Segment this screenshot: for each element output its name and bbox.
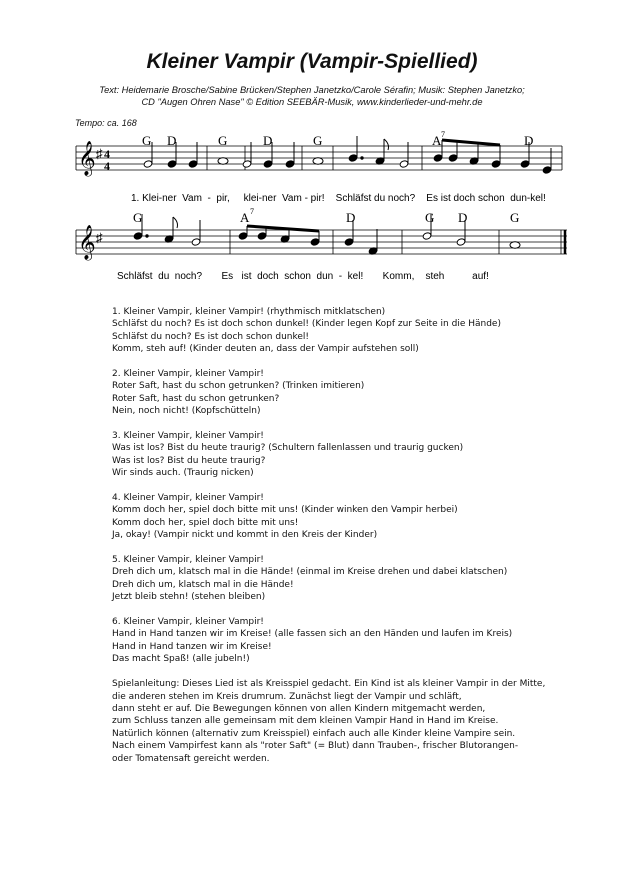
chord-symbol: D — [346, 210, 356, 225]
verse-line: Was ist los? Bist du heute traurig? — [112, 455, 266, 466]
verse-3 — [112, 430, 582, 480]
treble-clef-icon: 𝄞 — [78, 142, 96, 175]
verse-line: Schläfst du noch? Es ist doch schon dunkel! — [112, 331, 310, 342]
time-signature-bottom: 4 — [104, 159, 110, 173]
verse-line: Dreh dich um, klatsch mal in die Hände! — [112, 579, 294, 590]
tempo-marking: Tempo: ca. 168 — [75, 118, 137, 128]
chord-row-1 — [142, 130, 533, 148]
chord-symbol: D — [263, 133, 273, 148]
song-title: Kleiner Vampir (Vampir-Spiellied) — [146, 50, 478, 73]
credit-line-1: Text: Heidemarie Brosche/Sabine Brücken/Stephen Janetzko/Carole Sérafin; Musik: Stephen Janetzko; — [99, 85, 525, 95]
instruction-line: oder Tomatensaft gereicht werden. — [112, 753, 270, 764]
verse-line: Hand in Hand tanzen wir im Kreise! — [112, 641, 272, 652]
instruction-line: die anderen stehen im Kreis drumrum. Zunächst liegt der Vampir und schläft, — [112, 691, 462, 702]
credit-line-2: CD "Augen Ohren Nase" © Edition SEEBÄR-Musik, www.kinderlieder-und-mehr.de — [141, 97, 483, 107]
verse-line: Komm doch her, spiel doch bitte mit uns! (Kinder winken den Vampir herbei) — [112, 505, 458, 516]
instruction-line: Natürlich können (alternativ zum Kreisspiel) einfach auch alle Kinder kleine Vampire sein. — [112, 728, 516, 739]
verse-line: Das macht Spaß! (alle jubeln!) — [112, 654, 250, 665]
instruction-line: dann steht er auf. Die Bewegungen können von allen Kindern mitgemacht werden, — [112, 703, 486, 714]
verse-line: 4. Kleiner Vampir, kleiner Vampir! — [112, 493, 264, 504]
verse-4 — [112, 492, 582, 542]
chord-symbol: G — [425, 210, 435, 225]
treble-clef-icon: 𝄞 — [78, 226, 96, 259]
notes-staff-1 — [143, 136, 552, 174]
chord-symbol: G — [510, 210, 520, 225]
chord-symbol: A — [240, 210, 250, 225]
verse-line: 2. Kleiner Vampir, kleiner Vampir! — [112, 369, 264, 380]
verse-6 — [112, 616, 582, 666]
verse-line: Wir sinds auch. (Traurig nicken) — [112, 468, 254, 479]
chord-symbol: D — [458, 210, 468, 225]
verse-2 — [112, 368, 582, 418]
chord-symbol: G — [142, 133, 152, 148]
verse-line: Roter Saft, hast du schon getrunken? — [112, 393, 280, 404]
verse-line: Roter Saft, hast du schon getrunken? (Trinken imitieren) — [112, 381, 365, 392]
verse-line: 6. Kleiner Vampir, kleiner Vampir! — [112, 617, 264, 628]
lyrics-line-1: 1. Klei-ner Vam - pir, klei-ner Vam - pir! Schläfst du noch? Es ist doch schon dun-kel! — [131, 193, 546, 204]
verse-line: Hand in Hand tanzen wir im Kreise! (alle fassen sich an den Händen und laufen im Kreis) — [112, 629, 513, 640]
instruction-line: Spielanleitung: Dieses Lied ist als Kreisspiel gedacht. Ein Kind ist als kleiner Vampir in der Mitte, — [112, 679, 546, 690]
verse-line: Komm, steh auf! (Kinder deuten an, dass der Vampir aufstehen soll) — [112, 344, 419, 355]
verse-line: Was ist los? Bist du heute traurig? (Schultern fallenlassen und traurig gucken) — [112, 443, 464, 454]
verse-line: Jetzt bleib stehn! (stehen bleiben) — [112, 592, 266, 603]
key-signature-sharp-icon: ♯ — [96, 230, 103, 245]
verse-line: Komm doch her, spiel doch bitte mit uns! — [112, 517, 299, 528]
verse-line: 1. Kleiner Vampir, kleiner Vampir! (rhythmisch mitklatschen) — [112, 307, 386, 317]
verse-line: Ja, okay! (Vampir nickt und kommt in den Kreis der Kinder) — [112, 530, 378, 541]
verse-line: Dreh dich um, klatsch mal in die Hände! (einmal im Kreise drehen und dabei klatschen) — [112, 567, 508, 578]
verse-5 — [112, 554, 582, 604]
staff-2 — [76, 230, 567, 254]
chord-symbol: D — [167, 133, 177, 148]
verse-line: 3. Kleiner Vampir, kleiner Vampir! — [112, 431, 264, 442]
chord-superscript: 7 — [250, 207, 254, 216]
chord-symbol: G — [133, 210, 143, 225]
verse-1 — [112, 306, 582, 356]
time-signature-top: 4 — [104, 147, 110, 161]
instruction-line: zum Schluss tanzen alle gemeinsam mit dem kleinen Vampir Hand in Hand im Kreise. — [112, 716, 499, 727]
chord-row-2 — [133, 207, 519, 225]
chord-symbol: D — [524, 133, 534, 148]
chord-symbol: A — [432, 133, 442, 148]
lyrics-line-2: Schläfst du noch? Es ist doch schon dun - kel! Komm, steh auf! — [117, 271, 489, 282]
verse-line: Nein, noch nicht! (Kopfschütteln) — [112, 406, 261, 417]
sheet-music — [0, 0, 624, 300]
verses-block — [112, 306, 582, 777]
verse-line: 5. Kleiner Vampir, kleiner Vampir! — [112, 555, 264, 566]
verse-line: Schläfst du noch? Es ist doch schon dunkel! (Kinder legen Kopf zur Seite in die Hände) — [112, 319, 501, 330]
key-signature-sharp-icon: ♯ — [96, 146, 103, 161]
chord-symbol: G — [218, 133, 228, 148]
game-instructions — [112, 678, 582, 765]
chord-superscript: 7 — [441, 130, 445, 139]
instruction-line: Nach einem Vampirfest kann als "roter Saft" (= Blut) dann Trauben-, frischer Blutorangen- — [112, 741, 519, 752]
chord-symbol: G — [313, 133, 323, 148]
